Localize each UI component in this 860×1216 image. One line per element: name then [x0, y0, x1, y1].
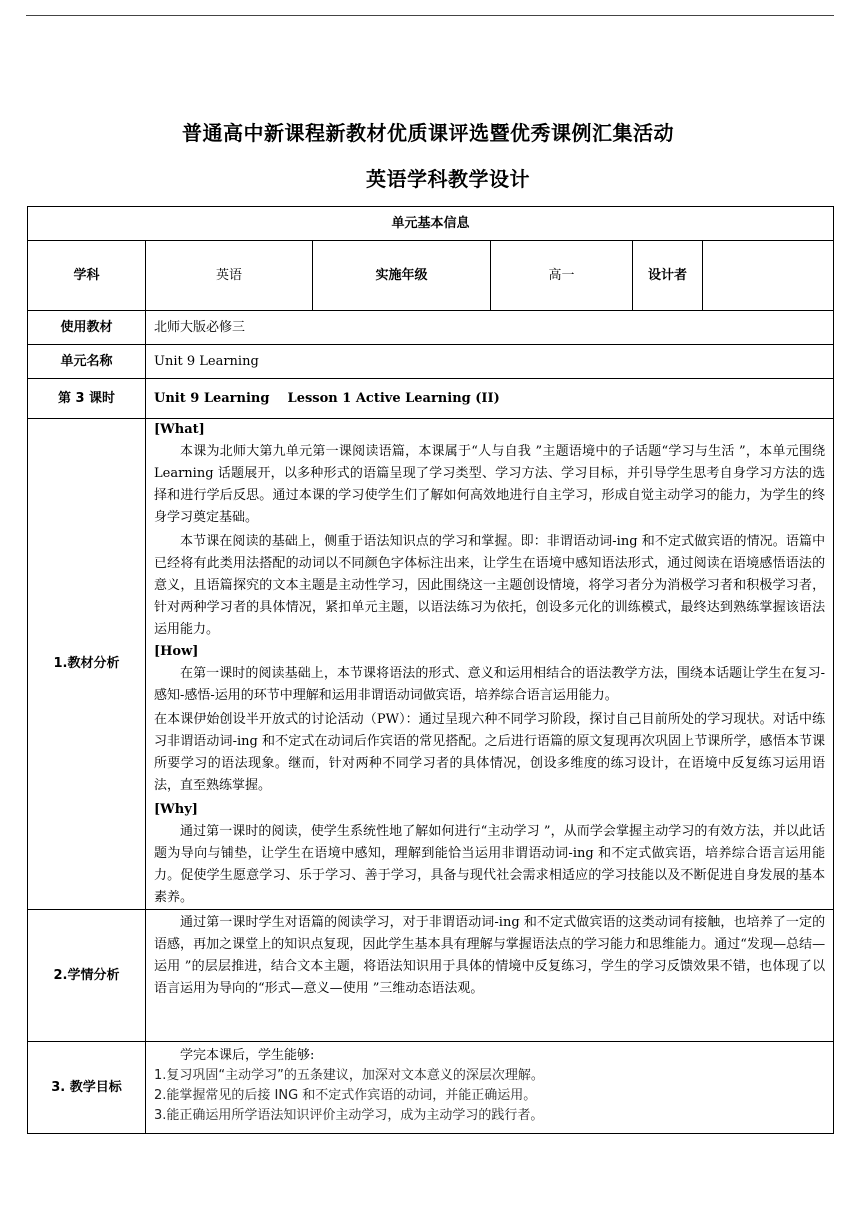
lesson-design-table: [27, 206, 834, 1134]
how-tag: [How]: [154, 644, 199, 659]
learner-analysis-label: 2.学情分析: [28, 910, 146, 1042]
header-rule: [26, 15, 834, 16]
document-title: 普通高中新课程新教材优质课评选暨优秀课例汇集活动: [182, 121, 674, 145]
how-paragraph-1: 在第一课时的阅读基础上，本节课将语法的形式、意义和运用相结合的语法教学方法，围绕本话题让学生在复习-感知-感悟-运用的环节中理解和运用非谓语动词做宾语，培养综合语言运用能力。: [154, 666, 826, 703]
goal-item-2: 2.能掌握常见的后接 ING 和不定式作宾语的动词，并能正确运用。: [154, 1088, 537, 1103]
why-paragraph-1: 通过第一课时的阅读，使学生系统性地了解如何进行“主动学习 ”，从而学会掌握主动学习的有效方法，并以此话题为导向与铺垫，让学生在语境中感知，理解到能恰当运用非谓语动词-ing 和不定式做宾语，培养综合语言运用能力。促使学生愿意学习、乐于学习、善于学习，具备与现代社会需求相适应的学习技能以及不断促进自身发展的基本素养。: [154, 824, 826, 905]
grade-label: 实施年级: [313, 241, 491, 311]
learner-analysis-content: [146, 910, 834, 1042]
designer-value: [703, 241, 834, 311]
goals-intro: 学完本课后，学生能够:: [180, 1048, 315, 1063]
textbook-label: 使用教材: [28, 311, 146, 345]
designer-label: 设计者: [633, 241, 703, 311]
subject-label: 学科: [28, 241, 146, 311]
textbook-value: 北师大版必修三: [146, 311, 834, 345]
teaching-goals-label: 3. 教学目标: [28, 1042, 146, 1134]
unit-name-label: 单元名称: [28, 345, 146, 379]
what-paragraph-1: 本课为北师大第九单元第一课阅读语篇，本课属于“人与自我 ”主题语境中的子话题“学习与生活 ”，本单元围绕 Learning 话题展开，以多种形式的语篇呈现了学习类型、学习方法、学习目标，并引导学生思考自身学习方法的选择和进行学后反思。通过本课的学习使学生们了解如何高效地进行自主学习，形成自觉主动学习的能力，为学生的终身学习奠定基础。: [154, 444, 826, 525]
goal-item-3: 3.能正确运用所学语法知识评价主动学习，成为主动学习的践行者。: [154, 1108, 544, 1123]
material-analysis-label: 1.教材分析: [28, 419, 146, 910]
lesson-label: 第 3 课时: [28, 379, 146, 419]
what-tag: [What]: [154, 422, 205, 437]
teaching-goals-content: [146, 1042, 834, 1134]
learner-paragraph: 通过第一课时学生对语篇的阅读学习，对于非谓语动词-ing 和不定式做宾语的这类动词有接触，也培养了一定的语感，再加之课堂上的知识点复现，因此学生基本具有理解与掌握语法点的学习能力和思维能力。通过“发现—总结—运用 ”的层层推进，结合文本主题，将语法知识用于具体的情境中反复练习，学生的学习反馈效果不错，也体现了以语言运用为导向的“形式—意义—使用 ”三维动态语法观。: [154, 915, 826, 996]
lesson-value: Unit 9 Learning Lesson 1 Active Learning (II): [146, 379, 834, 419]
why-tag: [Why]: [154, 802, 198, 817]
goal-item-1: 1.复习巩固“主动学习”的五条建议，加深对文本意义的深层次理解。: [154, 1068, 544, 1083]
unit-info-heading: 单元基本信息: [28, 207, 834, 241]
what-paragraph-2: 本节课在阅读的基础上，侧重于语法知识点的学习和掌握。即：非谓语动词-ing 和不定式做宾语的情况。语篇中已经将有此类用法搭配的动词以不同颜色字体标注出来，让学生在语境中感知语法形式，通过阅读在语境感悟语法的意义，且语篇探究的文本主题是主动性学习，因此围绕这一主题创设情境，将学习者分为消极学习者和积极学习者，针对两种学习者的具体情况，紧扣单元主题，以语法练习为依托，创设多元化的训练模式，最终达到熟练掌握该语法运用能力。: [154, 534, 826, 637]
material-analysis-content: [146, 419, 834, 910]
document-subtitle: 英语学科教学设计: [366, 167, 530, 191]
grade-value: 高一: [491, 241, 633, 311]
how-paragraph-2: 在本课伊始创设半开放式的讨论活动（PW）：通过呈现六种不同学习阶段，探讨自己目前所处的学习现状。对话中练习非谓语动词-ing 和不定式在动词后作宾语的常见搭配。之后进行语篇的原文复现再次巩固上节课所学，感悟本节课所要学习的语法现象。继而，针对两种不同学习者的具体情况，创设多维度的练习设计，在语境中反复练习运用语法，直至熟练掌握。: [154, 712, 826, 793]
subject-value: 英语: [146, 241, 313, 311]
unit-name-value: Unit 9 Learning: [146, 345, 834, 379]
